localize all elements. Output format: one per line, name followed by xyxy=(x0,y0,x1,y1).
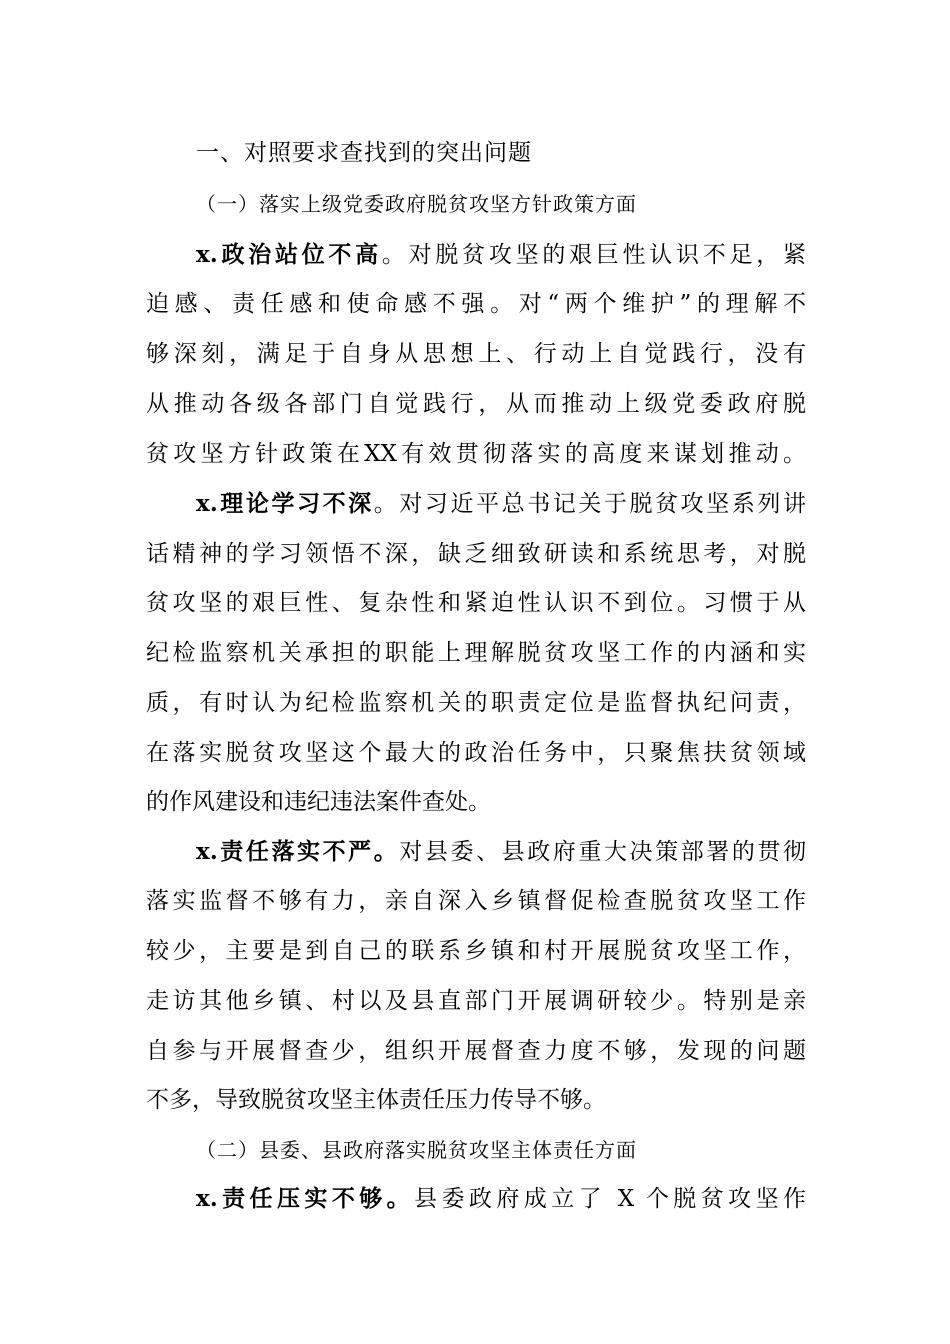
paragraph-3-line-1-text: 对县委、县政府重大决策部署的贯彻 xyxy=(399,839,806,865)
paragraph-1-line-2: 迫感、责任感和使命感不强。对“两个维护”的理解不 xyxy=(146,291,806,317)
paragraph-1-line-4: 从推动各级各部门自觉践行，从而推动上级党委政府脱 xyxy=(146,391,806,417)
paragraph-3-line-6: 不多，导致脱贫攻坚主体责任压力传导不够。 xyxy=(146,1087,606,1113)
paragraph-3-line-2: 落实监督不够有力，亲自深入乡镇督促检查脱贫攻坚工作 xyxy=(146,888,806,914)
paragraph-4-lead: x.责任压实不够。 xyxy=(196,1185,415,1212)
section-heading: 一、对照要求查找到的突出问题 xyxy=(196,140,532,166)
paragraph-2-line-2: 话精神的学习领悟不深，缺乏细致研读和系统思考，对脱 xyxy=(146,541,806,567)
paragraph-3-line-1 xyxy=(196,833,806,866)
paragraph-2-line-6: 在落实脱贫攻坚这个最大的政治任务中，只聚焦扶贫领域 xyxy=(146,740,806,766)
paragraph-1-line-5: 贫攻坚方针政策在XX有效贯彻落实的高度来谋划推动。 xyxy=(146,441,806,467)
paragraph-2-lead: x.理论学习不深 xyxy=(196,490,374,517)
paragraph-2-line-3: 贫攻坚的艰巨性、复杂性和紧迫性认识不到位。习惯于从 xyxy=(146,590,806,616)
subsection-heading-1: （一）落实上级党委政府脱贫攻坚方针政策方面 xyxy=(196,192,637,216)
paragraph-3-lead: x.责任落实不严。 xyxy=(196,838,400,865)
paragraph-2-line-7: 的作风建设和违纪违法案件查处。 xyxy=(146,789,491,815)
paragraph-2-line-1 xyxy=(196,485,806,518)
paragraph-4-line-1 xyxy=(196,1180,806,1213)
paragraph-3-line-5: 自参与开展督查少，组织开展督查力度不够，发现的问题 xyxy=(146,1038,806,1064)
paragraph-2-line-4: 纪检监察机关承担的职能上理解脱贫攻坚工作的内涵和实 xyxy=(146,640,806,666)
subsection-heading-2: （二）县委、县政府落实脱贫攻坚主体责任方面 xyxy=(196,1138,637,1162)
paragraph-3-line-4: 走访其他乡镇、村以及县直部门开展调研较少。特别是亲 xyxy=(146,988,806,1014)
paragraph-4-line-1-text: 县委政府成立了 X 个脱贫攻坚作 xyxy=(414,1186,806,1212)
paragraph-1-line-3: 够深刻，满足于自身从思想上、行动上自觉践行，没有 xyxy=(146,341,806,367)
paragraph-3-line-3: 较少，主要是到自己的联系乡镇和村开展脱贫攻坚工作， xyxy=(146,938,806,964)
paragraph-2-line-5: 质，有时认为纪检监察机关的职责定位是监督执纪问责， xyxy=(146,690,806,716)
paragraph-1-line-1 xyxy=(196,236,806,269)
paragraph-1-lead: x.政治站位不高 xyxy=(196,241,382,268)
paragraph-2-line-1-text: 。对习近平总书记关于脱贫攻坚系列讲 xyxy=(373,491,806,517)
paragraph-1-line-1-text: 。对脱贫攻坚的艰巨性认识不足，紧 xyxy=(381,242,806,268)
